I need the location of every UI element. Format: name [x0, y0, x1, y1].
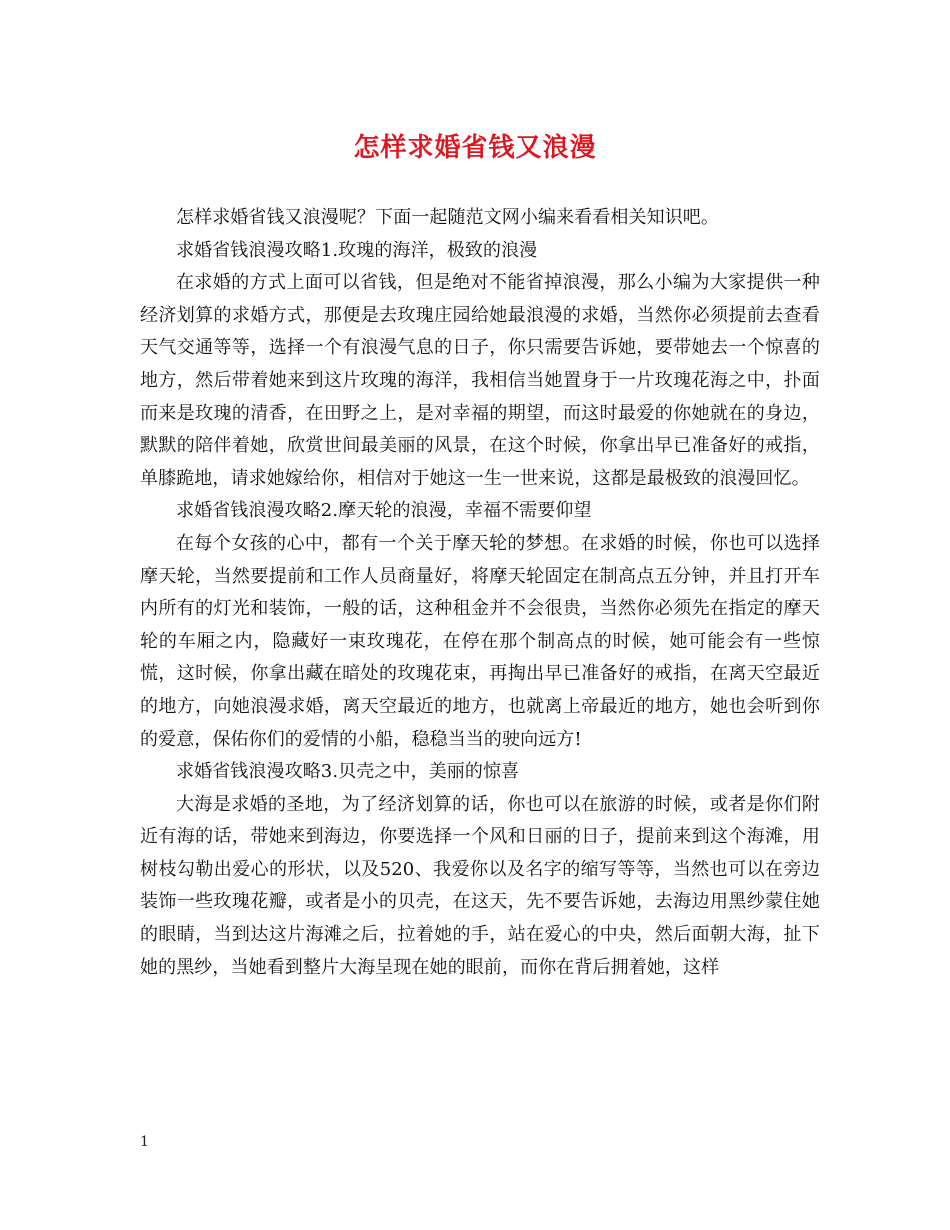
paragraph-intro: 怎样求婚省钱又浪漫呢？下面一起随范文网小编来看看相关知识吧。	[176, 207, 719, 228]
page-number: 1	[140, 1134, 149, 1150]
document-title: 怎样求婚省钱又浪漫	[353, 133, 597, 163]
paragraph-seashell: 大海是求婚的圣地，为了经济划算的话，你也可以在旅游的时候，或者是你们附近有海的话，带她来到海边，你要选择一个风和日丽的日子，提前来到这个海滩，用树枝勾勒出爱心的形状，以及520、我爱你以及名字的缩写等等，当然也可以在旁边装饰一些玫瑰花瓣，或者是小的贝壳，在这天，先不要告诉她，去海边用黑纱蒙住她的眼睛，当到达这片海滩之后，拉着她的手，站在爱心的中央，然后面朝大海，扯下她的黑纱，当她看到整片大海呈现在她的眼前，而你在背后拥着她，这样	[140, 793, 820, 978]
section-heading-1: 求婚省钱浪漫攻略1.玫瑰的海洋，极致的浪漫	[176, 239, 538, 261]
section-heading-2: 求婚省钱浪漫攻略2.摩天轮的浪漫，幸福不需要仰望	[176, 500, 592, 522]
section-heading-3: 求婚省钱浪漫攻略3.贝壳之中，美丽的惊喜	[176, 761, 520, 783]
paragraph-rose-sea: 在求婚的方式上面可以省钱，但是绝对不能省掉浪漫，那么小编为大家提供一种经济划算的求婚方式，那便是去玫瑰庄园给她最浪漫的求婚，当然你必须提前去查看天气交通等等，选择一个有浪漫气息的日子，你只需要告诉她，要带她去一个惊喜的地方，然后带着她来到这片玫瑰的海洋，我相信当她置身于一片玫瑰花海之中，扑面而来是玫瑰的清香，在田野之上，是对幸福的期望，而这时最爱的你她就在的身边，默默的陪伴着她，欣赏世间最美丽的风景，在这个时候，你拿出早已准备好的戒指，单膝跪地，请求她嫁给你，相信对于她这一生一世来说，这都是最极致的浪漫回忆。	[140, 272, 820, 489]
document-body	[140, 202, 820, 984]
paragraph-ferris-wheel: 在每个女孩的心中，都有一个关于摩天轮的梦想。在求婚的时候，你也可以选择摩天轮，当然要提前和工作人员商量好，将摩天轮固定在制高点五分钟，并且打开车内所有的灯光和装饰，一般的话，这种租金并不会很贵，当然你必须先在指定的摩天轮的车厢之内，隐藏好一束玫瑰花，在停在那个制高点的时候，她可能会有一些惊慌，这时候，你拿出藏在暗处的玫瑰花束，再掏出早已准备好的戒指，在离天空最近的地方，向她浪漫求婚，离天空最近的地方，也就离上帝最近的地方，她也会听到你的爱意，保佑你们的爱情的小船，稳稳当当的驶向远方!	[140, 532, 820, 750]
